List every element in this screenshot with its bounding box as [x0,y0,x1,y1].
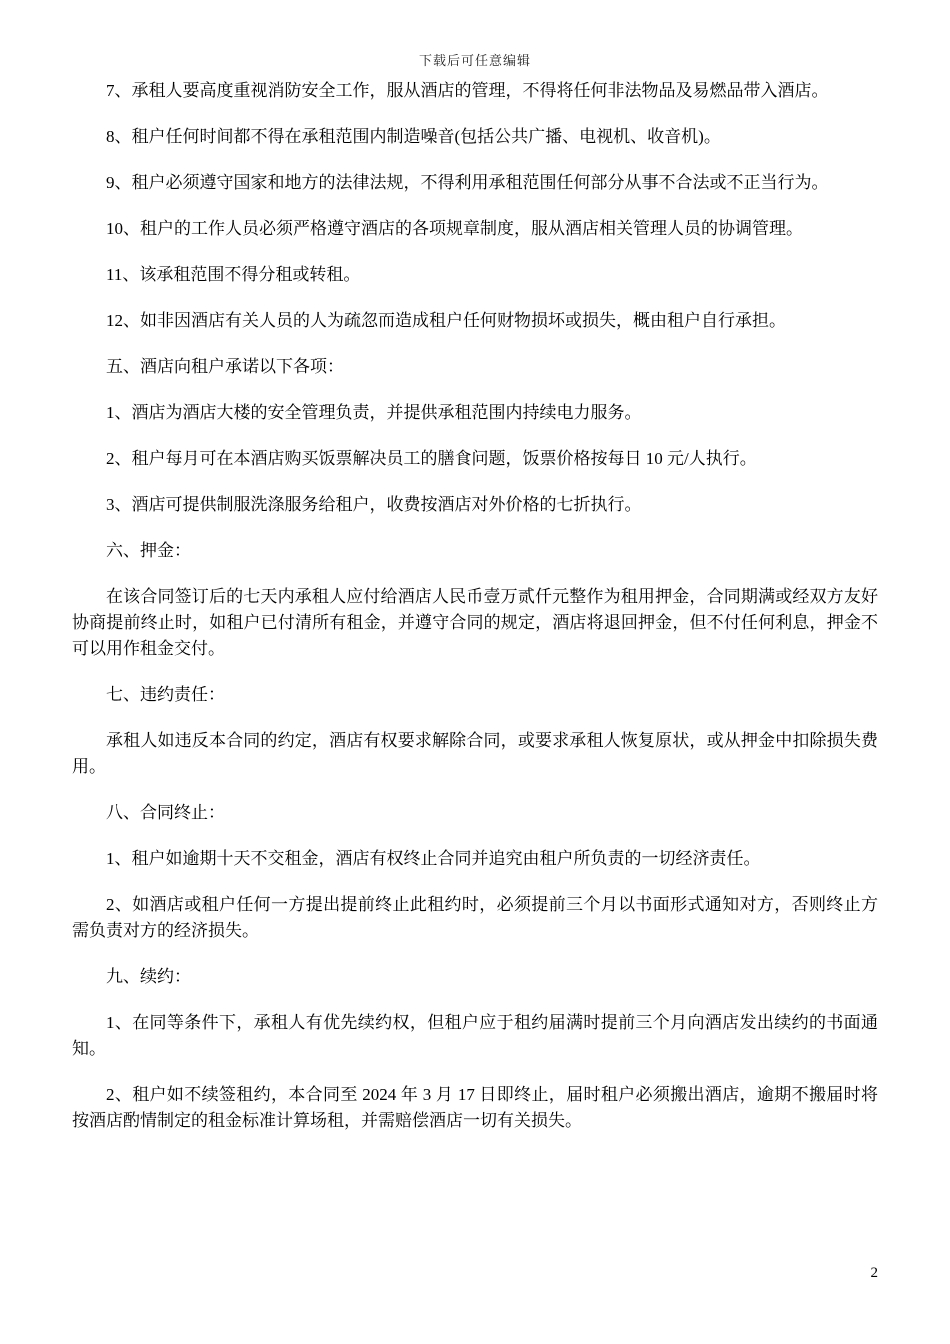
document-paragraph: 六、押金： [106,541,191,560]
document-paragraph: 承租人如违反本合同的约定，酒店有权要求解除合同，或要求承租人恢复原状，或从押金中扣除损失费用。 [72,731,878,776]
document-paragraph: 10、租户的工作人员必须严格遵守酒店的各项规章制度，服从酒店相关管理人员的协调管理。 [106,219,803,238]
document-paragraph: 3、酒店可提供制服洗涤服务给租户，收费按酒店对外价格的七折执行。 [106,495,642,514]
edit-note-header: 下载后可任意编辑 [418,53,531,68]
document-paragraph: 1、租户如逾期十天不交租金，酒店有权终止合同并追究由租户所负责的一切经济责任。 [106,849,761,868]
document-paragraph: 1、在同等条件下，承租人有优先续约权，但租户应于租约届满时提前三个月向酒店发出续约的书面通知。 [72,1013,878,1058]
page-number: 2 [870,1265,878,1281]
document-paragraph: 五、酒店向租户承诺以下各项： [106,357,344,376]
document-paragraph: 八、合同终止： [106,803,225,822]
document-paragraph: 12、如非因酒店有关人员的人为疏忽而造成租户任何财物损坏或损失，概由租户自行承担。 [106,311,786,330]
document-paragraph: 七、违约责任： [106,685,225,704]
document-paragraph: 7、承租人要高度重视消防安全工作，服从酒店的管理，不得将任何非法物品及易燃品带入酒店。 [106,81,829,100]
document-paragraph: 1、酒店为酒店大楼的安全管理负责，并提供承租范围内持续电力服务。 [106,403,642,422]
document-paragraph: 2、如酒店或租户任何一方提出提前终止此租约时，必须提前三个月以书面形式通知对方，否则终止方需负责对方的经济损失。 [72,895,878,940]
document-paragraph: 8、租户任何时间都不得在承租范围内制造噪音(包括公共广播、电视机、收音机)。 [106,127,721,146]
document-paragraph: 2、租户每月可在本酒店购买饭票解决员工的膳食问题，饭票价格按每日 10 元/人执行。 [106,449,757,468]
document-paragraph: 9、租户必须遵守国家和地方的法律法规，不得利用承租范围任何部分从事不合法或不正当行为。 [106,173,829,192]
document-paragraph: 在该合同签订后的七天内承租人应付给酒店人民币壹万贰仟元整作为租用押金，合同期满或经双方友好协商提前终止时，如租户已付清所有租金，并遵守合同的规定，酒店将退回押金，但不付任何利息，押金不可以用作租金交付。 [72,587,878,658]
document-paragraph: 2、租户如不续签租约，本合同至 2024 年 3 月 17 日即终止，届时租户必须搬出酒店，逾期不搬届时将按酒店酌情制定的租金标准计算场租，并需赔偿酒店一切有关损失。 [72,1085,878,1130]
document-body [72,78,878,1154]
document-paragraph: 九、续约： [106,967,191,986]
document-paragraph: 11、该承租范围不得分租或转租。 [106,265,361,284]
